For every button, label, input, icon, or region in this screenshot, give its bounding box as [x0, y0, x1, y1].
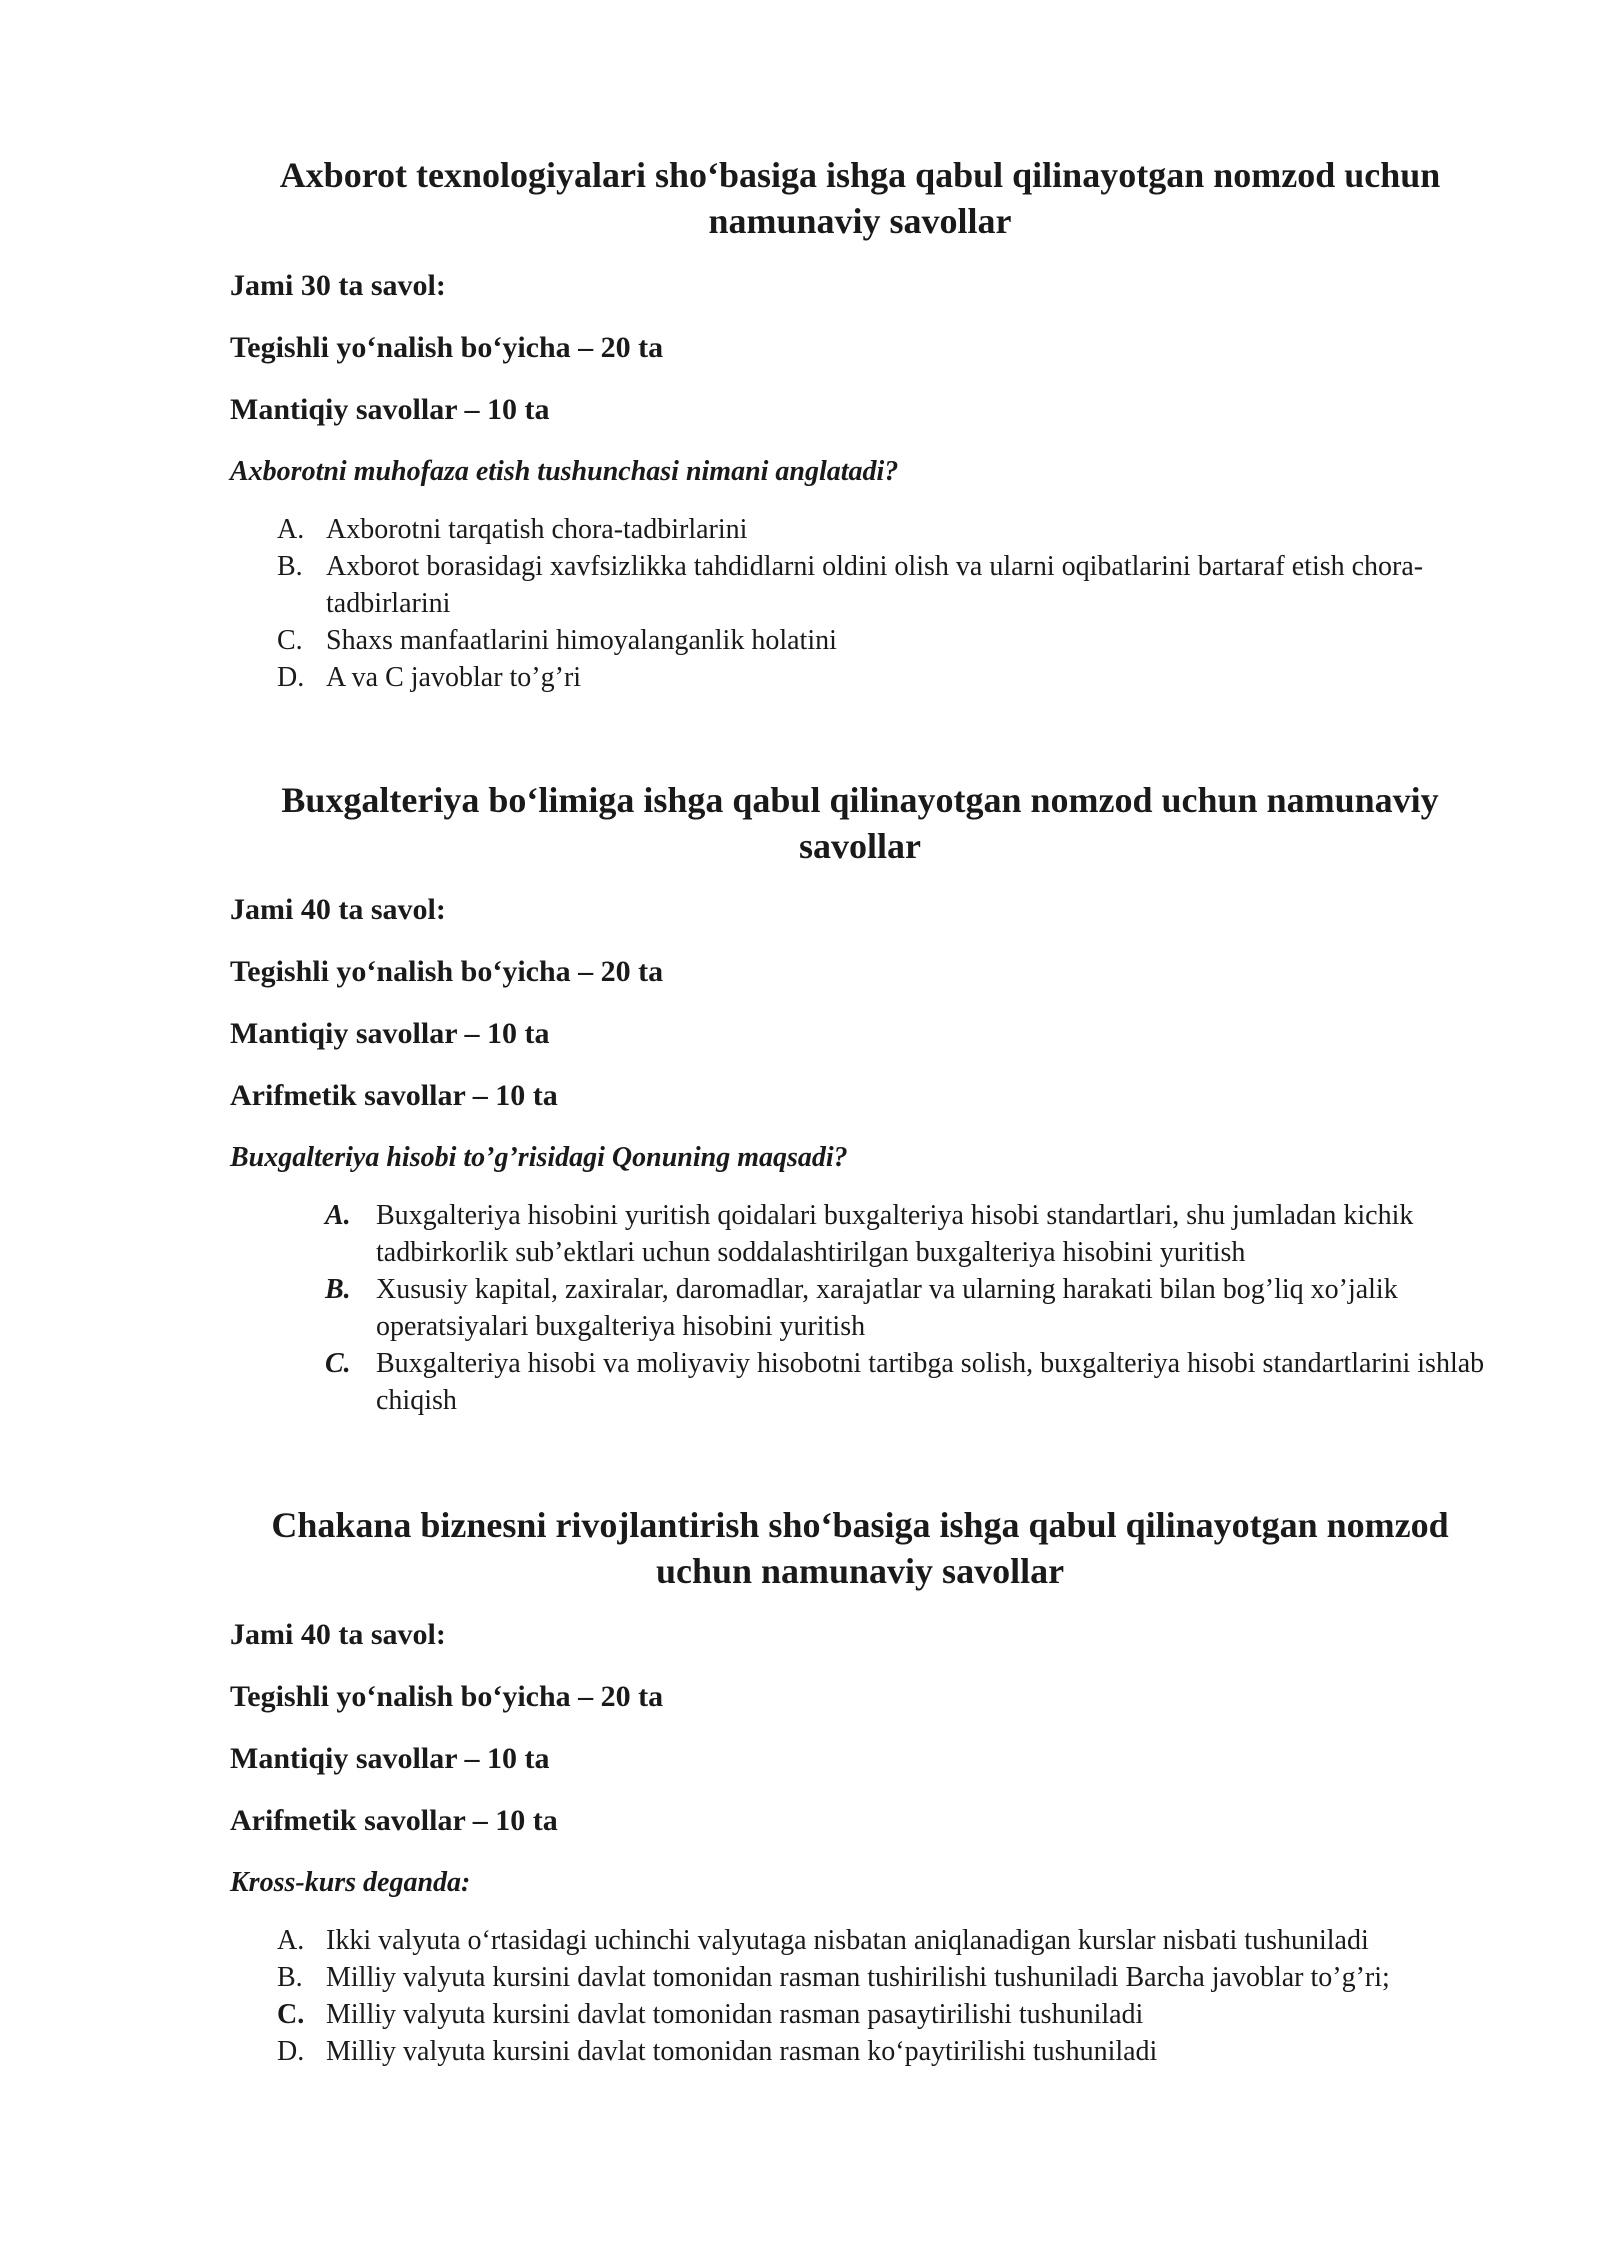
- arithmetic-count: Arifmetik savollar – 10 ta: [230, 1804, 558, 1837]
- specialty-count: Tegishli yo‘nalish bo‘yicha – 20 ta: [230, 331, 664, 364]
- logic-count: Mantiqiy savollar – 10 ta: [230, 1017, 550, 1050]
- answer-options: [0, 511, 1506, 696]
- option-d: D. Milliy valyuta kursini davlat tomonidan rasman ko‘paytirilishi tushuniladi: [277, 2036, 1158, 2067]
- option-c: C. Buxgalteriya hisobi va moliyaviy hisobotni tartibga solish, buxgalteriya hisobi standartlarini ishlab chiqish: [325, 1348, 1485, 1416]
- option-d: D. A va C javoblar to’g’ri: [277, 662, 582, 693]
- answer-options: [0, 1922, 1506, 2070]
- option-b: B. Axborot borasidagi xavfsizlikka tahdidlarni oldini olish va ularni oqibatlarini bartaraf etish chora-tadbirlarini: [277, 551, 1424, 619]
- option-c: C. Milliy valyuta kursini davlat tomonidan rasman pasaytirilishi tushuniladi: [277, 1999, 1144, 2030]
- arithmetic-count: Arifmetik savollar – 10 ta: [230, 1079, 558, 1112]
- option-a: A. Ikki valyuta o‘rtasidagi uchinchi valyutaga nisbatan aniqlanadigan kurslar nisbati tushuniladi: [277, 1925, 1369, 1956]
- sample-question: Buxgalteriya hisobi to’g’risidagi Qonuning maqsadi?: [230, 1142, 848, 1173]
- logic-count: Mantiqiy savollar – 10 ta: [230, 393, 550, 426]
- total-questions: Jami 40 ta savol:: [230, 1618, 446, 1651]
- total-questions: Jami 30 ta savol:: [230, 269, 446, 302]
- option-a: A. Axborotni tarqatish chora-tadbirlarini: [277, 514, 748, 545]
- sample-question: Axborotni muhofaza etish tushunchasi nimani anglatadi?: [230, 456, 899, 487]
- section-title: Axborot texnologiyalari sho‘basiga ishga qabul qilinayotgan nomzod uchun namunaviy savollar: [279, 155, 1441, 241]
- section-title: Buxgalteriya bo‘limiga ishga qabul qilinayotgan nomzod uchun namunaviy savollar: [281, 780, 1439, 866]
- option-a: A. Buxgalteriya hisobini yuritish qoidalari buxgalteriya hisobi standartlari, shu jumladan kichik tadbirkorlik sub’ektlari uchun soddalashtirilgan buxgalteriya hisobini yuritish: [325, 1200, 1414, 1268]
- answer-options: [0, 1197, 1496, 1419]
- specialty-count: Tegishli yo‘nalish bo‘yicha – 20 ta: [230, 955, 664, 988]
- option-c: C. Shaxs manfaatlarini himoyalanganlik holatini: [277, 625, 837, 656]
- section-title: Chakana biznesni rivojlantirish sho‘basiga ishga qabul qilinayotgan nomzod uchun namunaviy savollar: [271, 1505, 1449, 1591]
- option-b: B. Milliy valyuta kursini davlat tomonidan rasman tushirilishi tushuniladi Barcha javoblar to’g’ri;: [277, 1962, 1390, 1993]
- total-questions: Jami 40 ta savol:: [230, 893, 446, 926]
- specialty-count: Tegishli yo‘nalish bo‘yicha – 20 ta: [230, 1680, 664, 1713]
- sample-question: Kross-kurs deganda:: [230, 1867, 471, 1898]
- option-b: B. Xususiy kapital, zaxiralar, daromadlar, xarajatlar va ularning harakati bilan bog’liq xo’jalik operatsiyalari buxgalteriya hisobini yuritish: [325, 1274, 1398, 1342]
- logic-count: Mantiqiy savollar – 10 ta: [230, 1742, 550, 1775]
